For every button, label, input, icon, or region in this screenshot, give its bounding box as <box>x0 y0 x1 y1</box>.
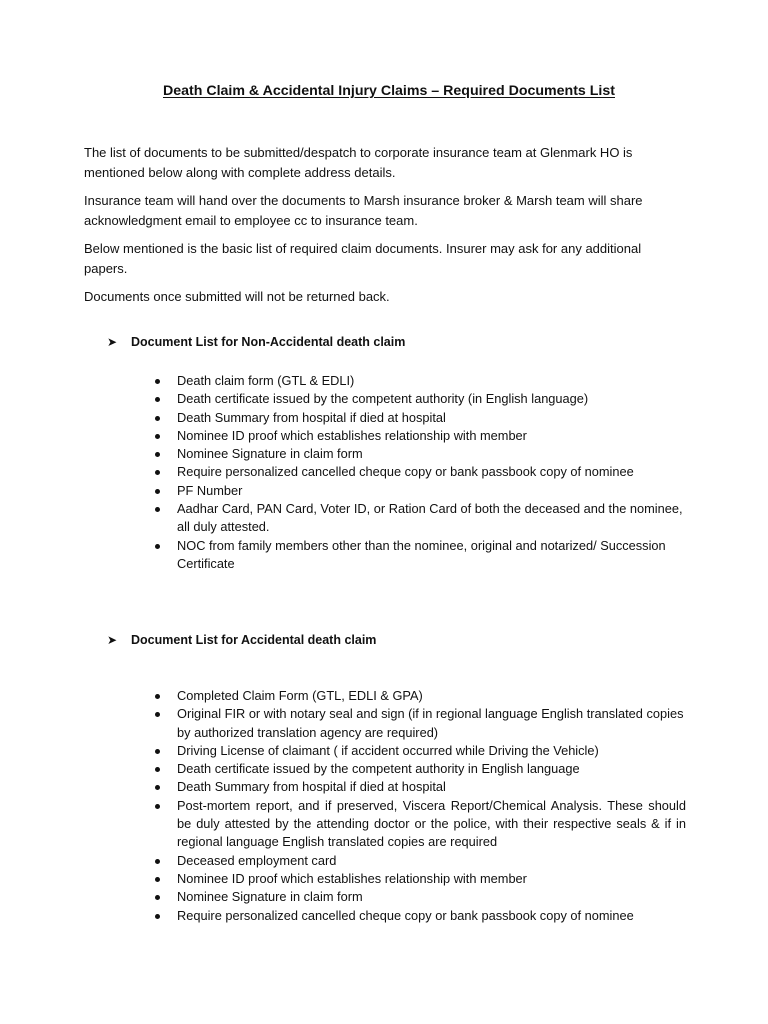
bullet-icon <box>155 859 160 864</box>
section-heading-label: Document List for Accidental death claim <box>131 633 377 647</box>
non-accidental-document-list <box>152 372 686 573</box>
intro-paragraph: Documents once submitted will not be returned back. <box>84 289 390 304</box>
bullet-icon <box>155 507 160 512</box>
list-item: Aadhar Card, PAN Card, Voter ID, or Ration Card of both the deceased and the nominee, all duly attested. <box>152 500 686 537</box>
bullet-icon <box>155 785 160 790</box>
bullet-icon <box>155 694 160 699</box>
intro-paragraph: Below mentioned is the basic list of required claim documents. Insurer may ask for any additional papers. <box>84 241 642 276</box>
bullet-icon <box>155 544 160 549</box>
bullet-icon <box>155 489 160 494</box>
list-item: Nominee ID proof which establishes relationship with member <box>152 427 686 445</box>
intro-paragraph: Insurance team will hand over the documents to Marsh insurance broker & Marsh team will share acknowledgment email to employee cc to insurance team. <box>84 193 643 228</box>
accidental-document-list <box>152 687 686 925</box>
list-item: Nominee Signature in claim form <box>152 445 686 463</box>
list-item: Post-mortem report, and if preserved, Viscera Report/Chemical Analysis. These should be duly attested by the attending doctor or the police, with their respective seals & if in regional language English translated copies are required <box>152 797 686 852</box>
arrow-bullet-icon: ➤ <box>107 335 118 349</box>
bullet-icon <box>155 804 160 809</box>
arrow-bullet-icon: ➤ <box>107 633 118 647</box>
list-item: PF Number <box>152 482 686 500</box>
list-item: Death claim form (GTL & EDLI) <box>152 372 686 390</box>
bullet-icon <box>155 712 160 717</box>
bullet-icon <box>155 877 160 882</box>
list-item: Require personalized cancelled cheque copy or bank passbook copy of nominee <box>152 463 686 481</box>
bullet-icon <box>155 767 160 772</box>
bullet-icon <box>155 914 160 919</box>
bullet-icon <box>155 379 160 384</box>
document-title: Death Claim & Accidental Injury Claims – Required Documents List <box>162 83 615 99</box>
list-item: Death Summary from hospital if died at hospital <box>152 409 686 427</box>
section-heading-label: Document List for Non-Accidental death claim <box>131 335 406 349</box>
list-item: Deceased employment card <box>152 852 686 870</box>
intro-paragraph: The list of documents to be submitted/despatch to corporate insurance team at Glenmark HO is mentioned below along with complete address details. <box>84 145 633 180</box>
bullet-icon <box>155 470 160 475</box>
list-item: Death certificate issued by the competent authority in English language <box>152 760 686 778</box>
bullet-icon <box>155 452 160 457</box>
list-item: Death certificate issued by the competent authority (in English language) <box>152 390 686 408</box>
bullet-icon <box>155 416 160 421</box>
section-heading-non-accidental <box>107 335 405 349</box>
bullet-icon <box>155 749 160 754</box>
bullet-icon <box>155 434 160 439</box>
list-item: Completed Claim Form (GTL, EDLI & GPA) <box>152 687 686 705</box>
list-item: NOC from family members other than the nominee, original and notarized/ Succession Certificate <box>152 537 686 574</box>
list-item: Death Summary from hospital if died at hospital <box>152 778 686 796</box>
list-item: Original FIR or with notary seal and sign (if in regional language English translated copies by authorized translation agency are required) <box>152 705 686 742</box>
list-item: Nominee Signature in claim form <box>152 888 686 906</box>
bullet-icon <box>155 895 160 900</box>
bullet-icon <box>155 397 160 402</box>
list-item: Driving License of claimant ( if accident occurred while Driving the Vehicle) <box>152 742 686 760</box>
intro-section <box>84 143 684 316</box>
section-heading-accidental <box>107 633 376 647</box>
list-item: Nominee ID proof which establishes relationship with member <box>152 870 686 888</box>
list-item: Require personalized cancelled cheque copy or bank passbook copy of nominee <box>152 907 686 925</box>
